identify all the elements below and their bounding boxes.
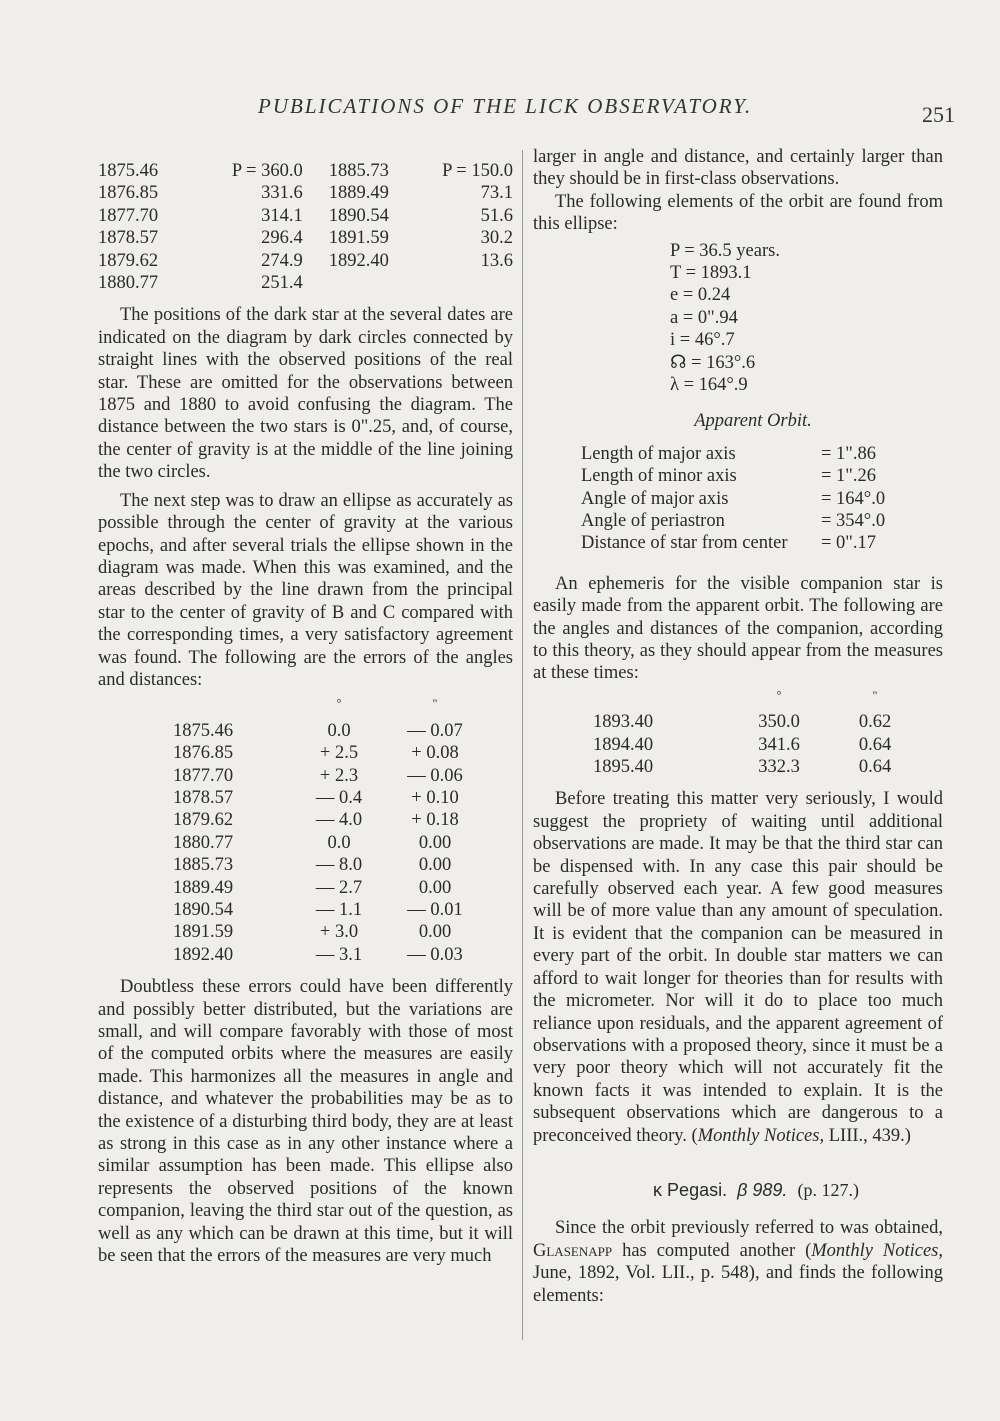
errors-cell: 1875.46 — [173, 720, 234, 741]
citation-rest: , LIII., 439.) — [819, 1125, 911, 1146]
errors-unit-angle: ° — [336, 696, 342, 711]
pa-cell: 274.9 — [261, 250, 303, 271]
orbit-label: Angle of periastron — [581, 510, 725, 531]
pa-cell: 1877.70 — [98, 205, 159, 226]
errors-cell: — 0.4 — [315, 787, 363, 808]
pa-cell: 13.6 — [480, 250, 513, 271]
errors-cell: 1889.49 — [173, 877, 234, 898]
errors-row — [173, 921, 475, 943]
errors-cell: + 2.3 — [319, 765, 359, 786]
orbit-label: Angle of major axis — [581, 488, 729, 509]
errors-cell: — 0.01 — [407, 899, 463, 920]
errors-cell: — 3.1 — [315, 944, 363, 965]
errors-row — [173, 832, 475, 854]
errors-cell: 0.00 — [418, 855, 452, 876]
pa-cell: 1891.59 — [328, 228, 389, 249]
pa-cell: 251.4 — [261, 273, 303, 294]
errors-cell: 1890.54 — [173, 899, 234, 920]
pa-row — [98, 272, 513, 294]
errors-row — [173, 854, 475, 876]
errors-unit-distance: " — [432, 696, 438, 711]
paragraph-before-treating — [533, 788, 943, 1147]
orbit-value: = 1".86 — [821, 443, 876, 464]
column-divider — [522, 150, 523, 1340]
orbit-value: = 1".26 — [821, 466, 876, 487]
ephemeris-row — [593, 734, 905, 756]
apparent-orbit-row — [581, 465, 901, 487]
pa-cell: 1885.73 — [328, 161, 389, 181]
errors-cell: — 0.06 — [407, 765, 463, 786]
pa-row — [98, 160, 513, 182]
pa-row — [98, 227, 513, 249]
right-column — [533, 146, 943, 1307]
pa-cell: 1890.54 — [328, 205, 389, 226]
errors-cell: 1879.62 — [173, 810, 234, 831]
position-angle-table — [98, 160, 513, 294]
errors-cell: — 0.03 — [407, 944, 463, 965]
errors-cell: 1885.73 — [173, 855, 234, 876]
section-star: κ Pegasi. — [653, 1179, 728, 1200]
paragraph-ellipse: The next step was to draw an ellipse as accurately as possible through the center of gravity at the various epochs, and after several trials the ellipse shown in the diagram was made. When this was examined, and the areas described by the line drawn from the principal star to the center of gravity of B and C compared with the corresponding times, a very satisfactory agreement was found. The following are the errors of the angles and distances: — [98, 490, 513, 690]
errors-row — [173, 877, 475, 899]
since-text-b: has computed another ( — [622, 1240, 812, 1261]
ephemeris-cell: 0.64 — [858, 757, 892, 778]
element-node: ☊ = 163°.6 — [670, 352, 756, 373]
orbit-value: = 354°.0 — [821, 510, 886, 531]
apparent-orbit-heading: Apparent Orbit. — [694, 411, 812, 432]
pa-cell: 51.6 — [480, 205, 513, 226]
errors-row — [173, 742, 475, 764]
element-inclination: i = 46°.7 — [670, 330, 735, 351]
errors-cell: + 3.0 — [319, 922, 359, 943]
errors-cell: 0.00 — [418, 877, 452, 898]
citation2-source: Monthly Notices — [811, 1240, 939, 1261]
pa-cell: 1876.85 — [98, 183, 159, 204]
ephemeris-cell: 0.64 — [858, 734, 892, 755]
errors-row — [173, 899, 475, 921]
apparent-orbit-row — [581, 532, 901, 554]
errors-row — [173, 944, 475, 966]
ephemeris-row — [593, 756, 905, 778]
element-semi-axis: a = 0".94 — [670, 307, 738, 328]
ephemeris-cell: 350.0 — [758, 712, 800, 733]
ephemeris-cell: 332.3 — [758, 757, 800, 778]
pa-cell: 1875.46 — [98, 161, 159, 181]
errors-row — [173, 809, 475, 831]
errors-cell: 1876.85 — [173, 743, 234, 764]
apparent-orbit-table — [581, 443, 901, 555]
paragraph-elements-intro: The following elements of the orbit are found from this ellipse: — [533, 191, 943, 235]
pa-cell: 314.1 — [261, 205, 303, 226]
paragraph-since — [533, 1217, 943, 1307]
errors-units-row — [173, 697, 475, 719]
pa-cell: 296.4 — [261, 228, 303, 249]
before-treating-text: Before treating this matter very seriously, I would suggest the propriety of waiting until additional observations are made. It may be that the third star can be dispensed with. In any case this pair should be carefully observed each year. A few good measures will be of more value than any amount of speculation. It is evident that the companion can be measured in every part of the orbit. In double star matters we can afford to wait longer for theories than for results with the micrometer. Nor will it do to place too much reliance upon residuals, and the apparent agreement of observations with a proposed theory, since it must be a very poor theory which will not accurately fit the known facts it was intended to explain. It is the subsequent observations which are dangerous to a preconceived theory. ( — [533, 789, 943, 1146]
pa-cell: 73.1 — [480, 183, 513, 204]
pa-cell: 331.6 — [261, 183, 303, 204]
element-period: P = 36.5 years. — [670, 240, 780, 261]
orbit-label: Length of major axis — [581, 443, 736, 464]
orbit-value: = 0".17 — [821, 533, 876, 554]
ephemeris-cell: 341.6 — [758, 734, 800, 755]
orbital-elements-list — [670, 240, 943, 397]
apparent-orbit-row — [581, 443, 901, 465]
left-column — [98, 160, 513, 1267]
errors-cell: + 2.5 — [319, 743, 359, 764]
paragraph-continued: larger in angle and distance, and certainly larger than they should be in first-class observations. — [533, 147, 943, 190]
errors-cell: 1878.57 — [173, 787, 234, 808]
paragraph-dark-star: The positions of the dark star at the several dates are indicated on the diagram by dark circles connected by straight lines with the observed positions of the real star. These are omitted for the observations between 1875 and 1880 to avoid confusing the diagram. The distance between the two stars is 0".25, and, of course, the center of gravity is at the middle of the line joining the two circles. — [98, 305, 513, 483]
errors-cell: + 0.18 — [411, 810, 459, 831]
ephemeris-cell: 0.62 — [858, 712, 892, 733]
ephemeris-units-row — [593, 689, 905, 711]
since-text-a: Since the orbit previously referred to was obtained, — [555, 1218, 943, 1239]
author-glasenapp: Glasenapp — [533, 1240, 613, 1261]
errors-cell: 1892.40 — [173, 944, 234, 965]
citation2-rest: , June, 1892, Vol. LII., p. 548), and finds the following elements: — [533, 1240, 944, 1306]
pa-cell: 1878.57 — [98, 228, 159, 249]
errors-cell: 0.0 — [327, 832, 351, 853]
element-lambda: λ = 164°.9 — [670, 374, 748, 395]
pa-cell: 30.2 — [480, 228, 513, 249]
paragraph-ephemeris: An ephemeris for the visible companion star is easily made from the apparent orbit. The following are the angles and distances of the companion, according to this theory, as they should appear from the measures at these times: — [533, 573, 943, 684]
section-designation: β 989. — [737, 1179, 788, 1200]
ephemeris-cell: 1894.40 — [593, 734, 654, 755]
errors-cell: 0.00 — [418, 922, 452, 943]
orbit-value: = 164°.0 — [821, 488, 886, 509]
running-title: PUBLICATIONS OF THE LICK OBSERVATORY. — [258, 94, 753, 118]
element-eccentricity: e = 0.24 — [670, 285, 731, 306]
errors-cell: 1880.77 — [173, 832, 234, 853]
pa-cell: 1892.40 — [328, 250, 389, 271]
errors-row — [173, 765, 475, 787]
element-epoch: T = 1893.1 — [670, 263, 752, 284]
pa-row — [98, 205, 513, 227]
pa-cell: P = 360.0 — [231, 161, 303, 181]
errors-cell: 1891.59 — [173, 922, 234, 943]
pa-cell — [317, 272, 424, 294]
ephemeris-unit-angle: ° — [776, 687, 782, 702]
errors-cell: — 1.1 — [315, 899, 363, 920]
errors-cell: 0.00 — [418, 832, 452, 853]
pa-row — [98, 250, 513, 272]
pa-cell — [424, 272, 513, 294]
ephemeris-row — [593, 711, 905, 733]
page-number: 251 — [922, 102, 955, 127]
pa-cell: 1889.49 — [328, 183, 389, 204]
citation-source: Monthly Notices — [697, 1125, 820, 1146]
errors-cell: — 8.0 — [315, 855, 363, 876]
ephemeris-unit-distance: " — [872, 687, 878, 702]
apparent-orbit-row — [581, 510, 901, 532]
ephemeris-cell: 1895.40 — [593, 757, 654, 778]
orbit-label: Length of minor axis — [581, 466, 737, 487]
pa-cell: 1880.77 — [98, 273, 159, 294]
errors-table — [173, 697, 475, 966]
errors-row — [173, 787, 475, 809]
orbit-label: Distance of star from center — [581, 533, 788, 554]
errors-cell: + 0.08 — [411, 743, 459, 764]
pa-cell: P = 150.0 — [442, 161, 513, 181]
ephemeris-cell: 1893.40 — [593, 712, 654, 733]
errors-cell: 0.0 — [327, 720, 351, 741]
ephemeris-table — [593, 689, 905, 779]
errors-cell: + 0.10 — [411, 787, 459, 808]
apparent-orbit-row — [581, 488, 901, 510]
pa-row — [98, 182, 513, 204]
paragraph-doubtless: Doubtless these errors could have been differently and possibly better distributed, but the variations are small, and will compare favorably with those of most of the computed orbits where the measures are easily made. This harmonizes all the measures in angle and distance, and whatever the probabilities may be as to the existence of a disturbing third body, they are at least as strong in this case as in any other instance where a similar assumption has been made. This ellipse also represents the observed positions of the known companion, leaving the third star out of the question, as well as any which can be drawn at this time, but it will be seen that the errors of the measures are very much — [98, 977, 513, 1267]
errors-cell: — 4.0 — [315, 810, 363, 831]
pa-cell: 1879.62 — [98, 250, 159, 271]
errors-cell: 1877.70 — [173, 765, 234, 786]
errors-cell: — 0.07 — [407, 720, 463, 741]
errors-cell: — 2.7 — [315, 877, 363, 898]
errors-row — [173, 720, 475, 742]
section-page-ref: (p. 127.) — [797, 1179, 859, 1200]
section-title — [533, 1179, 943, 1201]
